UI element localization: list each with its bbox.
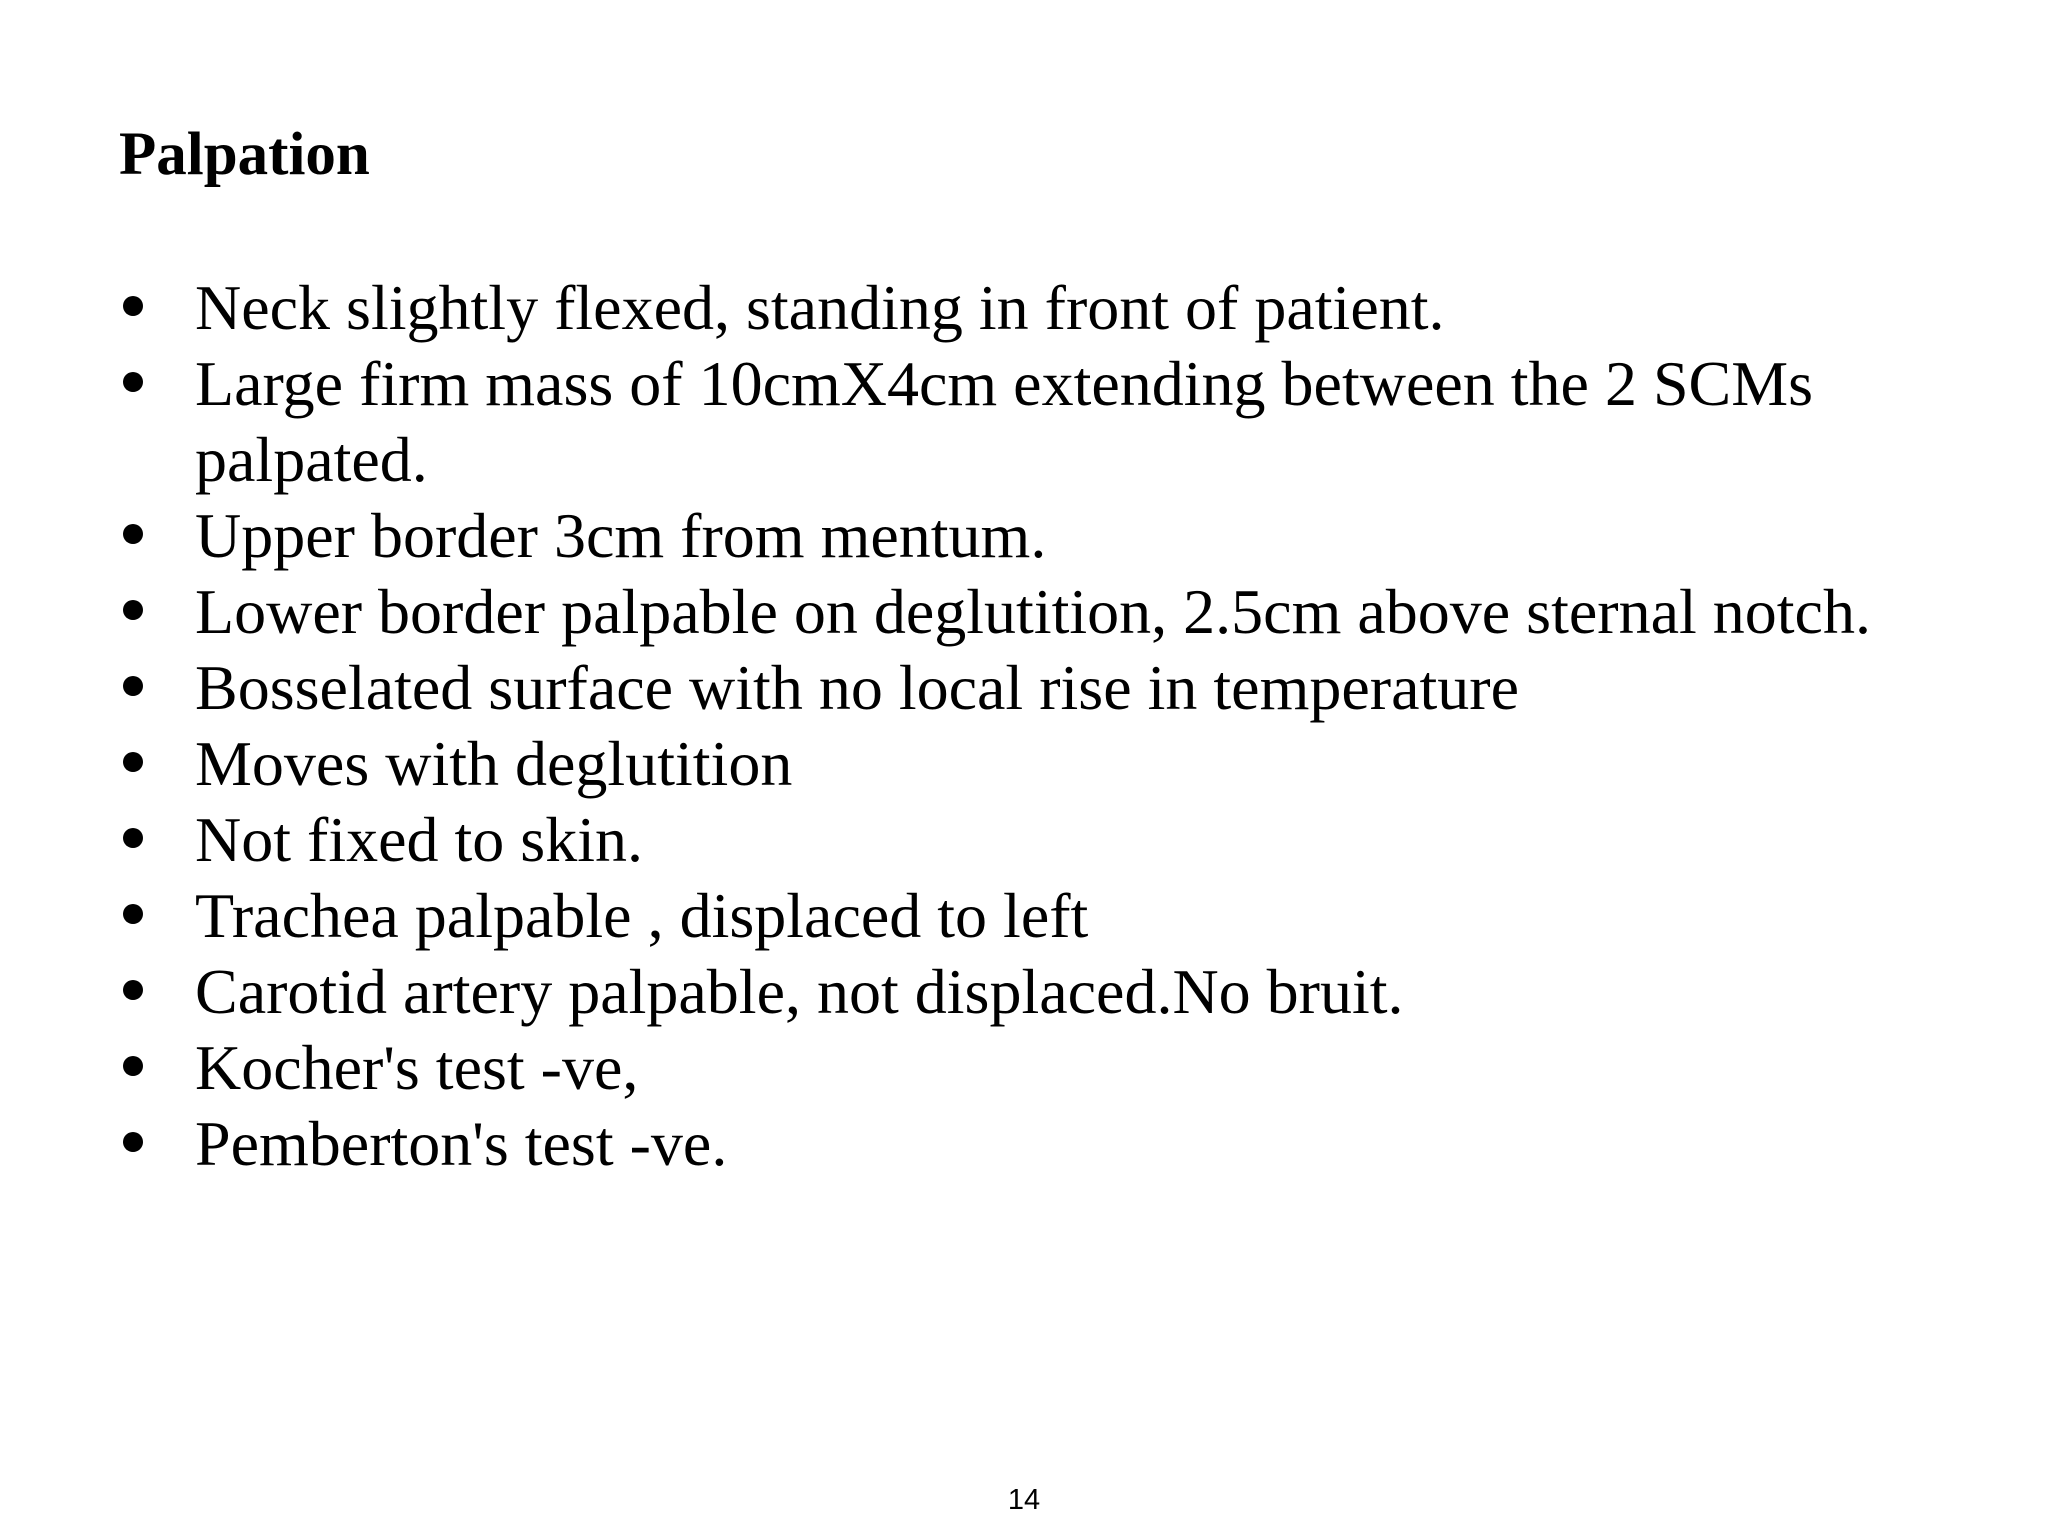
list-item [119,726,1979,802]
list-item [119,1030,1979,1106]
bullet-dot-icon [123,600,143,620]
list-item-text: Lower border palpable on deglutition, 2.5cm above sternal notch. [195,576,1871,647]
list-item-text: Moves with deglutition [195,728,793,799]
list-item [119,498,1979,574]
list-item [119,270,1979,346]
list-item-text: Not fixed to skin. [195,804,643,875]
bullet-dot-icon [123,296,143,316]
list-item-text: Trachea palpable , displaced to left [195,880,1089,951]
list-item [119,954,1979,1030]
bullet-dot-icon [123,828,143,848]
bullet-dot-icon [123,980,143,1000]
list-item [119,1106,1979,1182]
list-item [119,346,1979,498]
list-item [119,650,1979,726]
list-item-text: Upper border 3cm from mentum. [195,500,1047,571]
list-item-text: Neck slightly flexed, standing in front of patient. [195,272,1445,343]
list-item [119,802,1979,878]
bullet-dot-icon [123,676,143,696]
list-item-text: Large firm mass of 10cmX4cm extending between the 2 SCMs palpated. [195,348,1814,495]
list-item-text: Carotid artery palpable, not displaced.No bruit. [195,956,1404,1027]
list-item-text: Pemberton's test -ve. [195,1108,728,1179]
page-number: 14 [1007,1484,1041,1516]
bullet-dot-icon [123,524,143,544]
bullet-dot-icon [123,752,143,772]
list-item-text: Kocher's test -ve, [195,1032,639,1103]
bullet-dot-icon [123,1056,143,1076]
page-title: Palpation [119,121,370,188]
list-item-text: Bosselated surface with no local rise in temperature [195,652,1519,723]
bullet-dot-icon [123,372,143,392]
list-item [119,574,1979,650]
bullet-dot-icon [123,904,143,924]
bullet-dot-icon [123,1132,143,1152]
list-item [119,878,1979,954]
bullet-list [119,270,1979,1182]
